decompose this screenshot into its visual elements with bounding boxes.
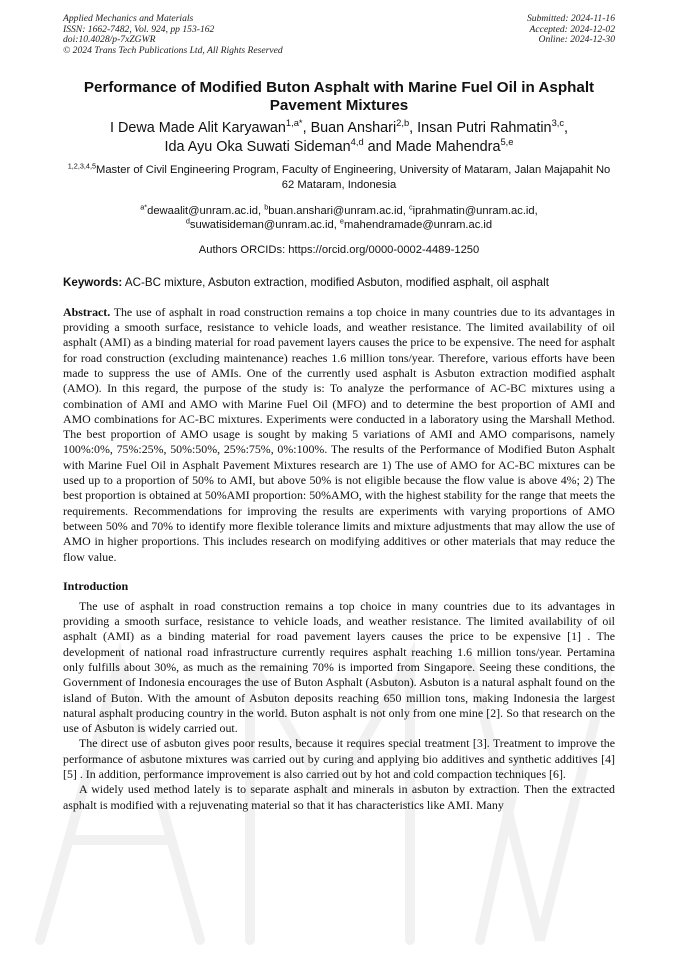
journal-issn: ISSN: 1662-7482, Vol. 924, pp 153-162 <box>63 23 215 35</box>
keywords-text: AC-BC mixture, Asbuton extraction, modified Asbuton, modified asphalt, oil asphalt <box>124 275 549 289</box>
email-superscript: a* <box>140 201 148 211</box>
author-superscript: 5,e <box>500 137 514 148</box>
date-submitted: Submitted: 2024-11-16 <box>526 13 615 24</box>
article-dates <box>527 14 615 56</box>
author-list: I Dewa Made Alit Karyawan$^{1,a*}$, Buan Anshari$^{2,b}$, Insan Putri Rahmatin$^{3,c}$, Ida Ayu Oka Suwati Sideman$^{4,d}$ and Made Mahendra$^{5,e}$ <box>109 118 569 156</box>
article-doi[interactable]: doi:10.4028/p-7xZGWR <box>63 34 156 46</box>
email-superscript: d <box>185 216 190 226</box>
abstract-label: Abstract. <box>63 304 111 319</box>
author-superscript: 3,c <box>551 118 565 129</box>
keywords-label: Keywords: <box>63 275 123 289</box>
email-address[interactable]: mahendramade@unram.ac.id <box>343 219 493 232</box>
author-name: Insan Putri Rahmatin <box>417 120 552 137</box>
email-address[interactable]: suwatisideman@unram.ac.id <box>189 219 334 232</box>
journal-name: Applied Mechanics and Materials <box>63 13 194 24</box>
date-accepted: Accepted: 2024-12-02 <box>529 23 615 35</box>
author-name: I Dewa Made Alit Karyawan <box>109 120 286 137</box>
author-name: Made Mahendra <box>395 139 501 156</box>
author-superscript: 1,a* <box>285 118 303 129</box>
copyright-notice: © 2024 Trans Tech Publications Ltd, All Rights Reserved <box>63 44 283 56</box>
journal-info <box>63 14 283 56</box>
author-superscript: 4,d <box>350 137 364 148</box>
affiliation-text: Master of Civil Engineering Program, Faculty of Engineering, University of Mataram, Jalan Majapahit No 62 Mataram, Indonesia <box>96 164 611 191</box>
email-superscript: c <box>408 201 413 211</box>
publication-header <box>63 14 615 56</box>
orcid-line[interactable]: Authors ORCIDs: https://orcid.org/0000-0002-4489-1250 <box>198 243 480 256</box>
paragraph: The direct use of asbuton gives poor results, because it requires special treatment [3]. Treatment to improve the performance of asbutone mixtures was carried out by curing and applying bio additives and synthetic additives [4] [5] . In addition, performance improvement is also carried out by hot and cold compaction techniques [6]. <box>63 736 615 782</box>
paper-page <box>63 14 615 813</box>
author-name: Ida Ayu Oka Suwati Sideman <box>164 139 351 156</box>
abstract-text: The use of asphalt in road construction remains a top choice in many countries due to its advantages in providing a smooth surface, resistance to vehicle loads, and weather resistance. The limited availability of oil asphalt (AMI) as a binding material for road pavement layers causes the price to be expensive. The need for asphalt for road construction (excluding maintenance) reaches 1.6 million tons/year. Therefore, various efforts have been made to suppress the use of AMIs. One of the currently used asphalt is Asbuton extraction modified asphalt (AMO). In this regard, the purpose of the study is: To analyze the performance of AC-BC mixtures using a combination of AMI and AMO with Marine Fuel Oil (MFO) and to determine the best proportion of AMI and AMO combinations for AC-BC mixtures. Experiments were conducted in a laboratory using the Marshall Method. The best proportion of AMO usage is sought by making 5 variations of AMI and AMO comparisons, namely 100%:0%, 75%:25%, 50%:50%, 25%:75%, 0%:100%. The results of the Performance of Modified Buton Asphalt with Marine Fuel Oil in Asphalt Pavement Mixtures research are 1) The use of AMO for AC-BC mixtures can be used up to a proportion of 50% to AMI, but above 50% is not eligible because the flow value is above 4%; 2) The best proportion is obtained at 50%AMI proportion: 50%AMO, with the highest stability for the range that meets the requirements. Recommendations for improving the results are experiments with varying proportions of AMO between 50% and 70% to identify more flexible tolerance limits and mixture adjustments that may allow the use of AMO in higher proportions. This includes research on modifying additives or other materials that may reduce the flow value. <box>63 304 616 564</box>
date-online: Online: 2024-12-30 <box>538 34 615 46</box>
email-superscript: e <box>339 216 344 226</box>
email-address[interactable]: dewaalit@unram.ac.id <box>147 204 258 217</box>
paper-title: Performance of Modified Buton Asphalt with Marine Fuel Oil in Asphalt Pavement Mixtures <box>83 79 595 115</box>
affiliation <box>63 163 615 192</box>
paragraph: The use of asphalt in road construction remains a top choice in many countries due to its advantages in providing a smooth surface, resistance to vehicle loads, and weather resistance. The limited availability of oil asphalt (AMI) as a binding material for road pavement layers causes the price to be expensive [1] . The development of national road infrastructure currently requires asphalt reaching 1.6 million tons/year. Pertamina only fulfills about 30%, as much as the remaining 70% is imported from Singapore. Seeing these conditions, the Government of Indonesia encourages the use of Buton Asphalt (Asbuton). Asbuton is a natural asphalt found on the island of Buton. With the amount of Asbuton deposits reaching 650 million tons, making Indonesia the largest natural asphalt producing country in the world. Buton asphalt is not only from one mine [2]. So that research on the use of Asbuton is widely carried out. <box>63 598 615 736</box>
email-address[interactable]: iprahmatin@unram.ac.id <box>412 204 535 217</box>
author-emails: $^{a*}$dewaalit@unram.ac.id, $^b$buan.anshari@unram.ac.id, $^c$iprahmatin@unram.ac.id, $^d$suwatisideman@unram.ac.id, $^e$mahendramade@unram.ac.id <box>140 201 538 232</box>
affiliation-superscript: 1,2,3,4,5 <box>67 161 97 171</box>
abstract <box>63 305 615 565</box>
email-superscript: b <box>264 201 269 211</box>
paragraph: A widely used method lately is to separate asphalt and minerals in asbuton by extraction. Then the extracted asphalt is modified with a rejuvenating material so that it has characteristics like AMI. Many <box>63 782 615 812</box>
email-address[interactable]: buan.anshari@unram.ac.id <box>268 204 403 217</box>
author-superscript: 2,b <box>396 118 410 129</box>
section-heading-introduction: Introduction <box>63 578 129 593</box>
author-name: Buan Anshari <box>310 120 397 137</box>
keywords <box>63 276 615 290</box>
